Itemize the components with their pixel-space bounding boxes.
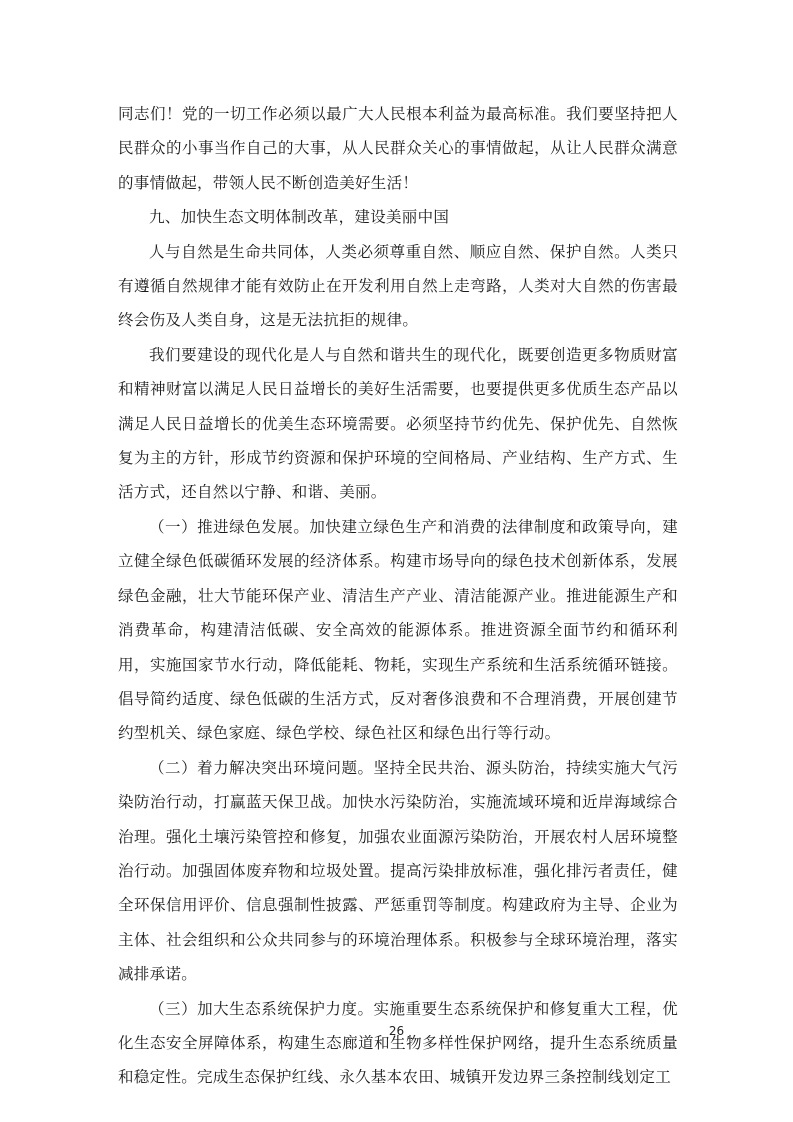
paragraph-environmental-problems: （二）着力解决突出环境问题。坚持全民共治、源头防治，持续实施大气污染防治行动，打赢蓝天保卫战。加快水污染防治，实施流域环境和近岸海域综合治理。强化土壤污染管控和修复，加强农业面源污染防治，开展农村人居环境整治行动。加强固体废弃物和垃圾处置。提高污染排放标准，强化排污者责任，健全环保信用评价、信息强制性披露、严惩重罚等制度。构建政府为主导、企业为主体、社会组织和公众共同参与的环境治理体系。积极参与全球环境治理，落实减排承诺。 <box>118 758 678 984</box>
page-number: 26 <box>388 1024 405 1038</box>
paragraph-closing-remarks: 同志们！党的一切工作必须以最广大人民根本利益为最高标准。我们要坚持把人民群众的小事当作自己的大事，从人民群众关心的事情做起，从让人民群众满意的事情做起，带领人民不断创造美好生活！ <box>118 105 678 192</box>
paragraph-modernization: 我们要建设的现代化是人与自然和谐共生的现代化，既要创造更多物质财富和精神财富以满足人民日益增长的美好生活需要，也要提供更多优质生态产品以满足人民日益增长的优美生态环境需要。必须坚持节约优先、保护优先、自然恢复为主的方针，形成节约资源和保护环境的空间格局、产业结构、生产方式、生活方式，还自然以宁静、和谐、美丽。 <box>118 345 678 502</box>
document-body <box>118 97 678 1095</box>
section-heading-ecology: 九、加快生态文明体制改革，建设美丽中国 <box>149 208 450 227</box>
paragraph-life-community: 人与自然是生命共同体，人类必须尊重自然、顺应自然、保护自然。人类只有遵循自然规律才能有效防止在开发利用自然上走弯路，人类对大自然的伤害最终会伤及人类自身，这是无法抗拒的规律。 <box>118 242 678 330</box>
paragraph-ecosystem-protection: （三）加大生态系统保护力度。实施重要生态系统保护和修复重大工程，优化生态安全屏障体系，构建生态廊道和生物多样性保护网络，提升生态系统质量和稳定性。完成生态保护红线、永久基本农田、城镇开发边界三条控制线划定工 <box>118 999 678 1087</box>
paragraph-green-development: （一）推进绿色发展。加快建立绿色生产和消费的法律制度和政策导向，建立健全绿色低碳循环发展的经济体系。构建市场导向的绿色技术创新体系，发展绿色金融，壮大节能环保产业、清洁生产产业、清洁能源产业。推进能源生产和消费革命，构建清洁低碳、安全高效的能源体系。推进资源全面节约和循环利用，实施国家节水行动，降低能耗、物耗，实现生产系统和生活系统循环链接。倡导简约适度、绿色低碳的生活方式，反对奢侈浪费和不合理消费，开展创建节约型机关、绿色家庭、绿色学校、绿色社区和绿色出行等行动。 <box>118 517 678 743</box>
